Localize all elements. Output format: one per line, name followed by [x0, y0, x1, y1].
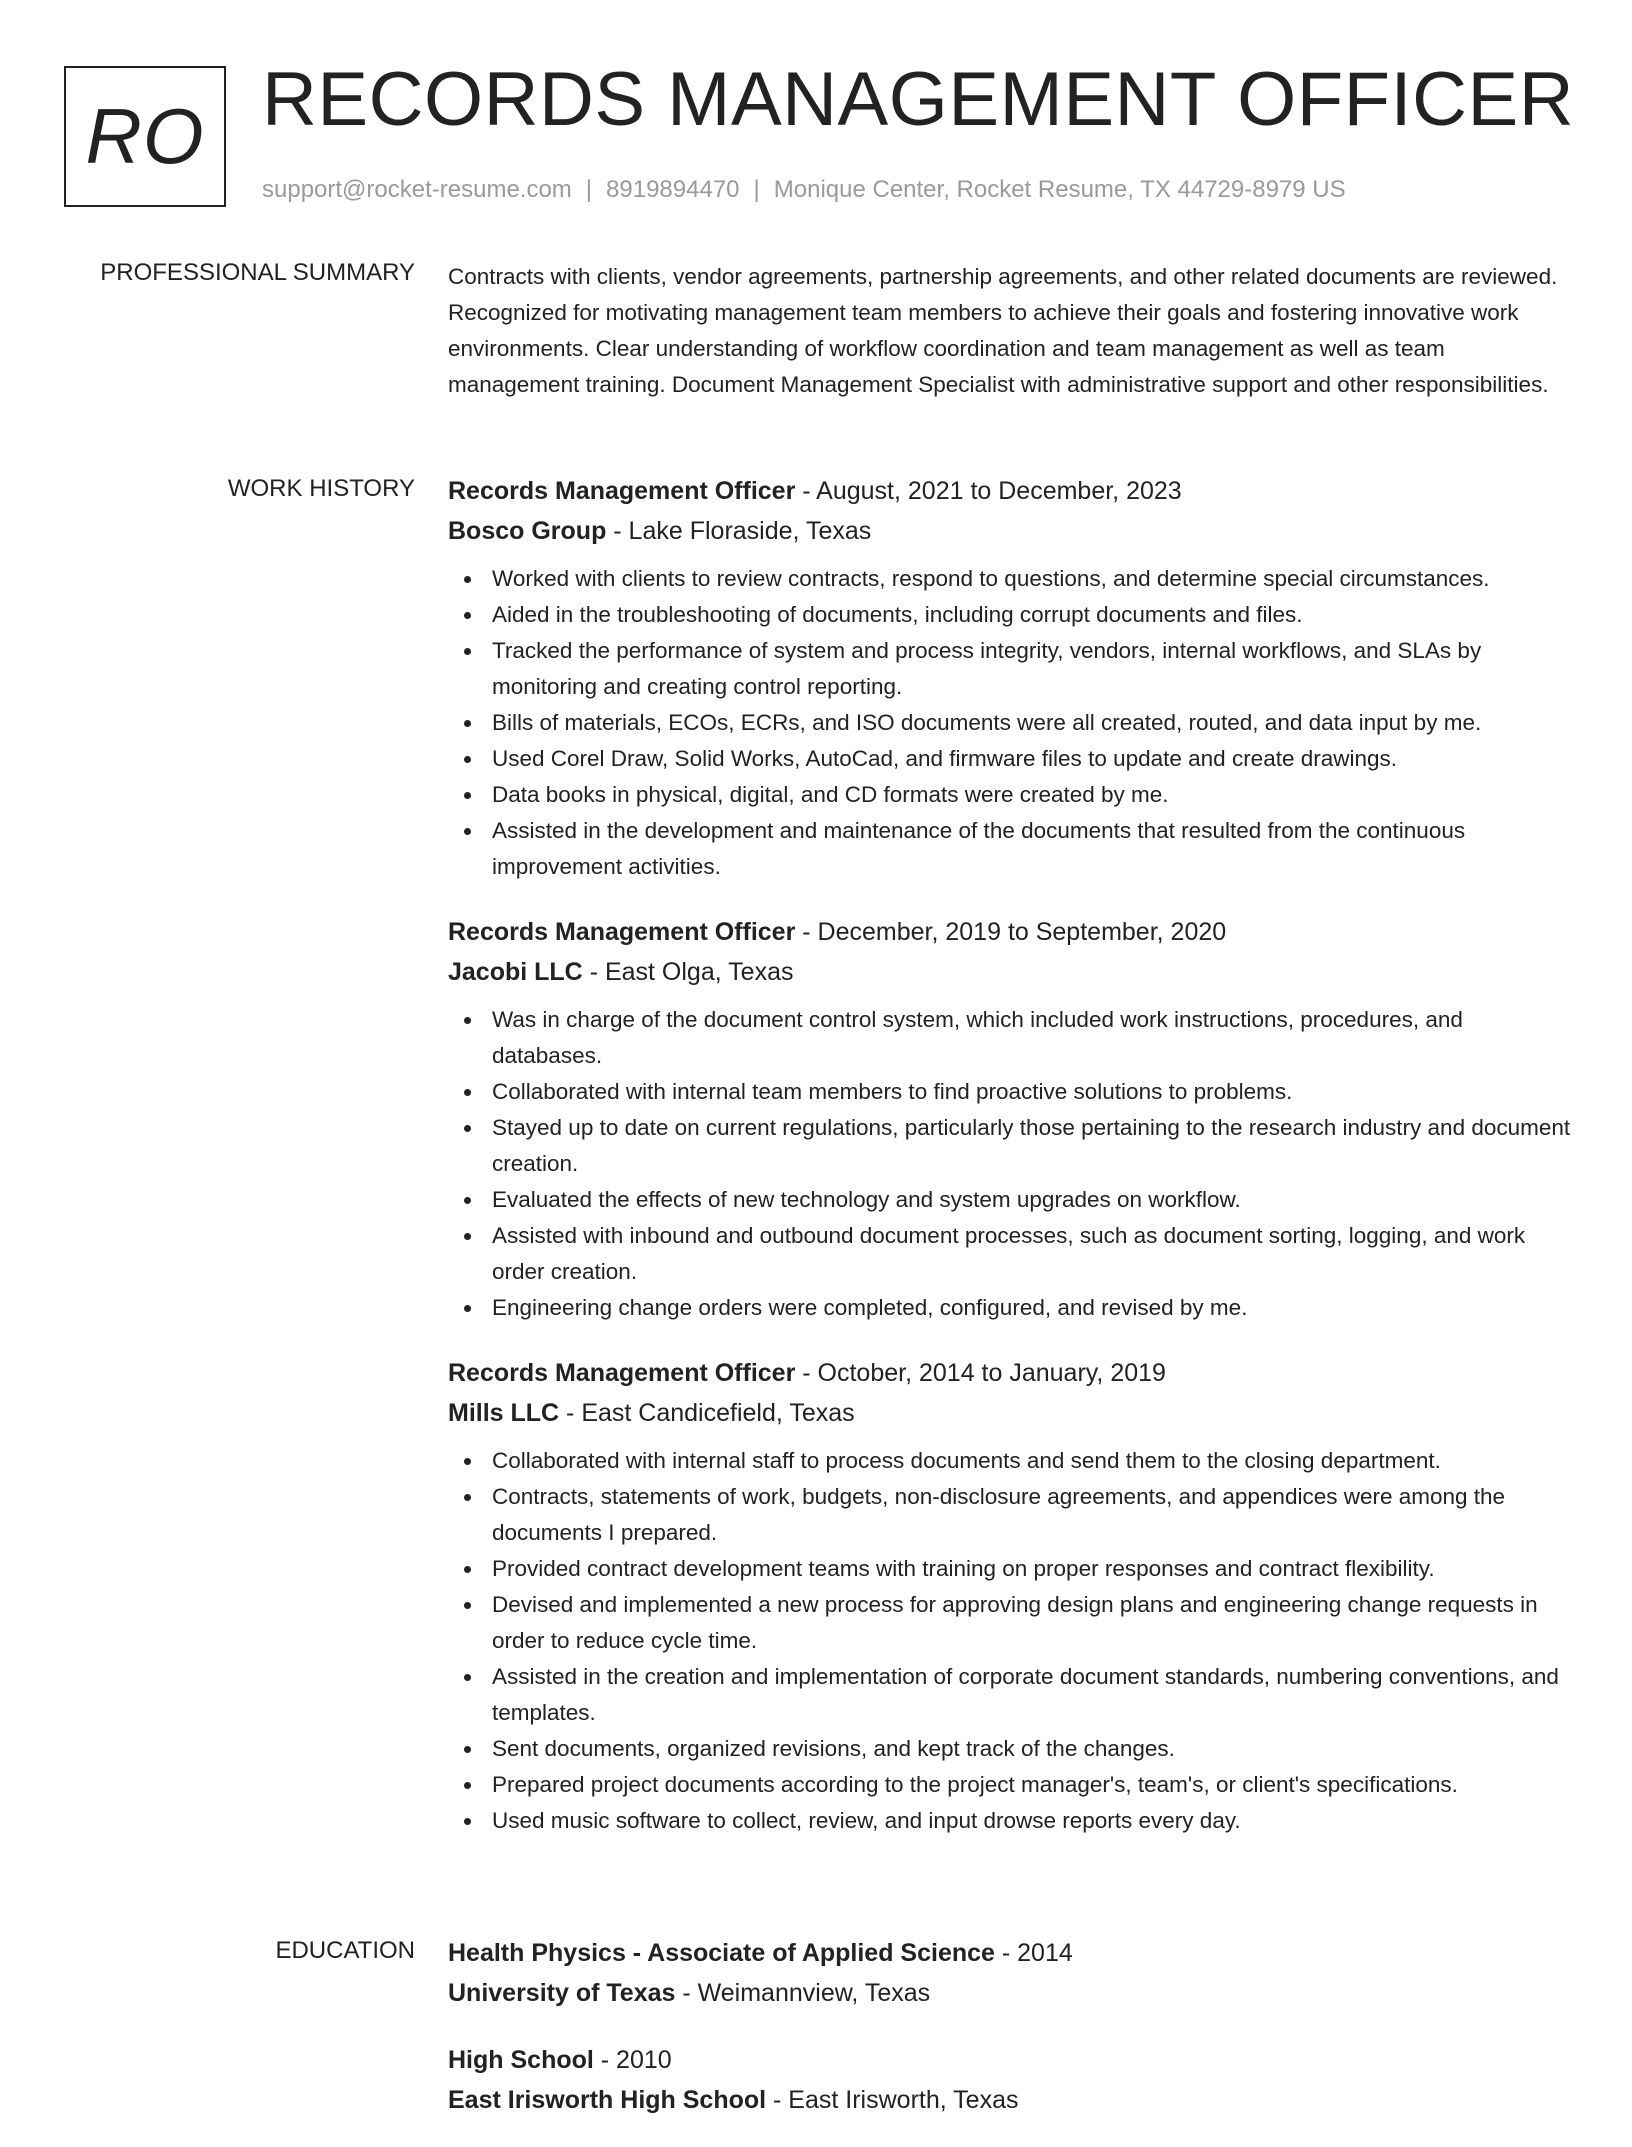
job-location: - East Olga, Texas: [582, 958, 794, 986]
job-bullet-list: [448, 1002, 1573, 1326]
contact-address: Monique Center, Rocket Resume, TX 44729-8979 US: [773, 176, 1346, 203]
job-title: Records Management Officer: [448, 477, 796, 505]
job-bullet: Assisted in the creation and implementation of corporate document standards, numbering conventions, and templates.: [448, 1659, 1573, 1731]
job-bullet: Data books in physical, digital, and CD formats were created by me.: [448, 777, 1573, 813]
job-bullet: Engineering change orders were completed, configured, and revised by me.: [448, 1290, 1573, 1326]
job-bullet: Sent documents, organized revisions, and kept track of the changes.: [448, 1731, 1573, 1767]
contact-separator: |: [585, 176, 593, 203]
job-list: [448, 471, 1573, 1866]
job-company: Jacobi LLC: [448, 958, 583, 986]
job-bullet: Contracts, statements of work, budgets, non-disclosure agreements, and appendices were among the documents I prepared.: [448, 1479, 1573, 1551]
summary-text: Contracts with clients, vendor agreements, partnership agreements, and other related documents are reviewed. Recognized for motivating management team members to achieve their goals and fostering innovative work environments. Clear understanding of workflow coordination and team management as well as team management training. Document Management Specialist with administrative support and other responsibilities.: [448, 264, 1558, 397]
job-company: Mills LLC: [448, 1399, 560, 1427]
education-year: - 2010: [593, 2046, 672, 2074]
job-bullet: Evaluated the effects of new technology and system upgrades on workflow.: [448, 1182, 1573, 1218]
work-history-heading: WORK HISTORY: [227, 475, 415, 502]
job-title-line: [448, 912, 1573, 952]
job-company-line: [448, 952, 1573, 992]
contact-separator: |: [753, 176, 760, 203]
job-bullet: Devised and implemented a new process for approving design plans and engineering change requests in order to reduce cycle time.: [448, 1587, 1573, 1659]
job-bullet: Provided contract development teams with training on proper responses and contract flexibility.: [448, 1551, 1573, 1587]
job-company: Bosco Group: [448, 517, 607, 545]
job-title-line: [448, 1353, 1573, 1393]
job-dates: - August, 2021 to December, 2023: [795, 477, 1182, 505]
initials-monogram: [64, 66, 226, 207]
education-entry: [448, 2040, 1573, 2120]
education-school: University of Texas: [448, 1979, 676, 2007]
job-entry: [448, 1353, 1573, 1839]
job-title: Records Management Officer: [448, 1359, 796, 1387]
education-degree-line: [448, 2040, 1573, 2080]
job-company-line: [448, 1393, 1573, 1433]
job-bullet-list: [448, 561, 1573, 885]
contact-line: [262, 176, 1346, 204]
job-bullet: Stayed up to date on current regulations, particularly those pertaining to the research industry and document creation.: [448, 1110, 1573, 1182]
job-bullet: Used music software to collect, review, and input drowse reports every day.: [448, 1803, 1573, 1839]
contact-email: support@rocket-resume.com: [262, 176, 572, 203]
job-bullet: Prepared project documents according to the project manager's, team's, or client's specifications.: [448, 1767, 1573, 1803]
job-bullet: Used Corel Draw, Solid Works, AutoCad, and firmware files to update and create drawings.: [448, 741, 1573, 777]
job-bullet: Assisted with inbound and outbound document processes, such as document sorting, logging, and work order creation.: [448, 1218, 1573, 1290]
education-degree: High School: [448, 2046, 594, 2074]
job-bullet: Worked with clients to review contracts, respond to questions, and determine special circumstances.: [448, 561, 1573, 597]
job-location: - Lake Floraside, Texas: [606, 517, 872, 545]
education-school: East Irisworth High School: [448, 2086, 767, 2114]
job-company-line: [448, 511, 1573, 551]
job-location: - East Candicefield, Texas: [559, 1399, 855, 1427]
job-bullet: Aided in the troubleshooting of documents, including corrupt documents and files.: [448, 597, 1573, 633]
education-entry: [448, 1933, 1573, 2013]
job-entry: [448, 471, 1573, 885]
resume-title: RECORDS MANAGEMENT OFFICER: [262, 57, 1575, 142]
job-bullet: Tracked the performance of system and process integrity, vendors, internal workflows, and SLAs by monitoring and creating control reporting.: [448, 633, 1573, 705]
job-title-line: [448, 471, 1573, 511]
education-list: [448, 1933, 1573, 2147]
job-bullet: Assisted in the development and maintenance of the documents that resulted from the continuous improvement activities.: [448, 813, 1573, 885]
initials-text: RO: [85, 92, 205, 180]
job-title: Records Management Officer: [448, 918, 796, 946]
summary-heading: PROFESSIONAL SUMMARY: [100, 259, 415, 286]
education-degree: Health Physics - Associate of Applied Science: [448, 1939, 995, 1967]
job-dates: - December, 2019 to September, 2020: [795, 918, 1227, 946]
job-bullet: Bills of materials, ECOs, ECRs, and ISO documents were all created, routed, and data input by me.: [448, 705, 1573, 741]
education-location: - Weimannview, Texas: [675, 1979, 931, 2007]
education-school-line: [448, 1973, 1573, 2013]
education-year: - 2014: [994, 1939, 1073, 1967]
job-bullet-list: [448, 1443, 1573, 1839]
job-bullet: Was in charge of the document control system, which included work instructions, procedures, and databases.: [448, 1002, 1573, 1074]
job-entry: [448, 912, 1573, 1326]
job-bullet: Collaborated with internal team members to find proactive solutions to problems.: [448, 1074, 1573, 1110]
education-degree-line: [448, 1933, 1573, 1973]
education-school-line: [448, 2080, 1573, 2120]
job-bullet: Collaborated with internal staff to process documents and send them to the closing department.: [448, 1443, 1573, 1479]
education-location: - East Irisworth, Texas: [766, 2086, 1019, 2114]
education-heading: EDUCATION: [275, 1937, 415, 1964]
contact-phone: 8919894470: [606, 176, 740, 203]
job-dates: - October, 2014 to January, 2019: [795, 1359, 1166, 1387]
